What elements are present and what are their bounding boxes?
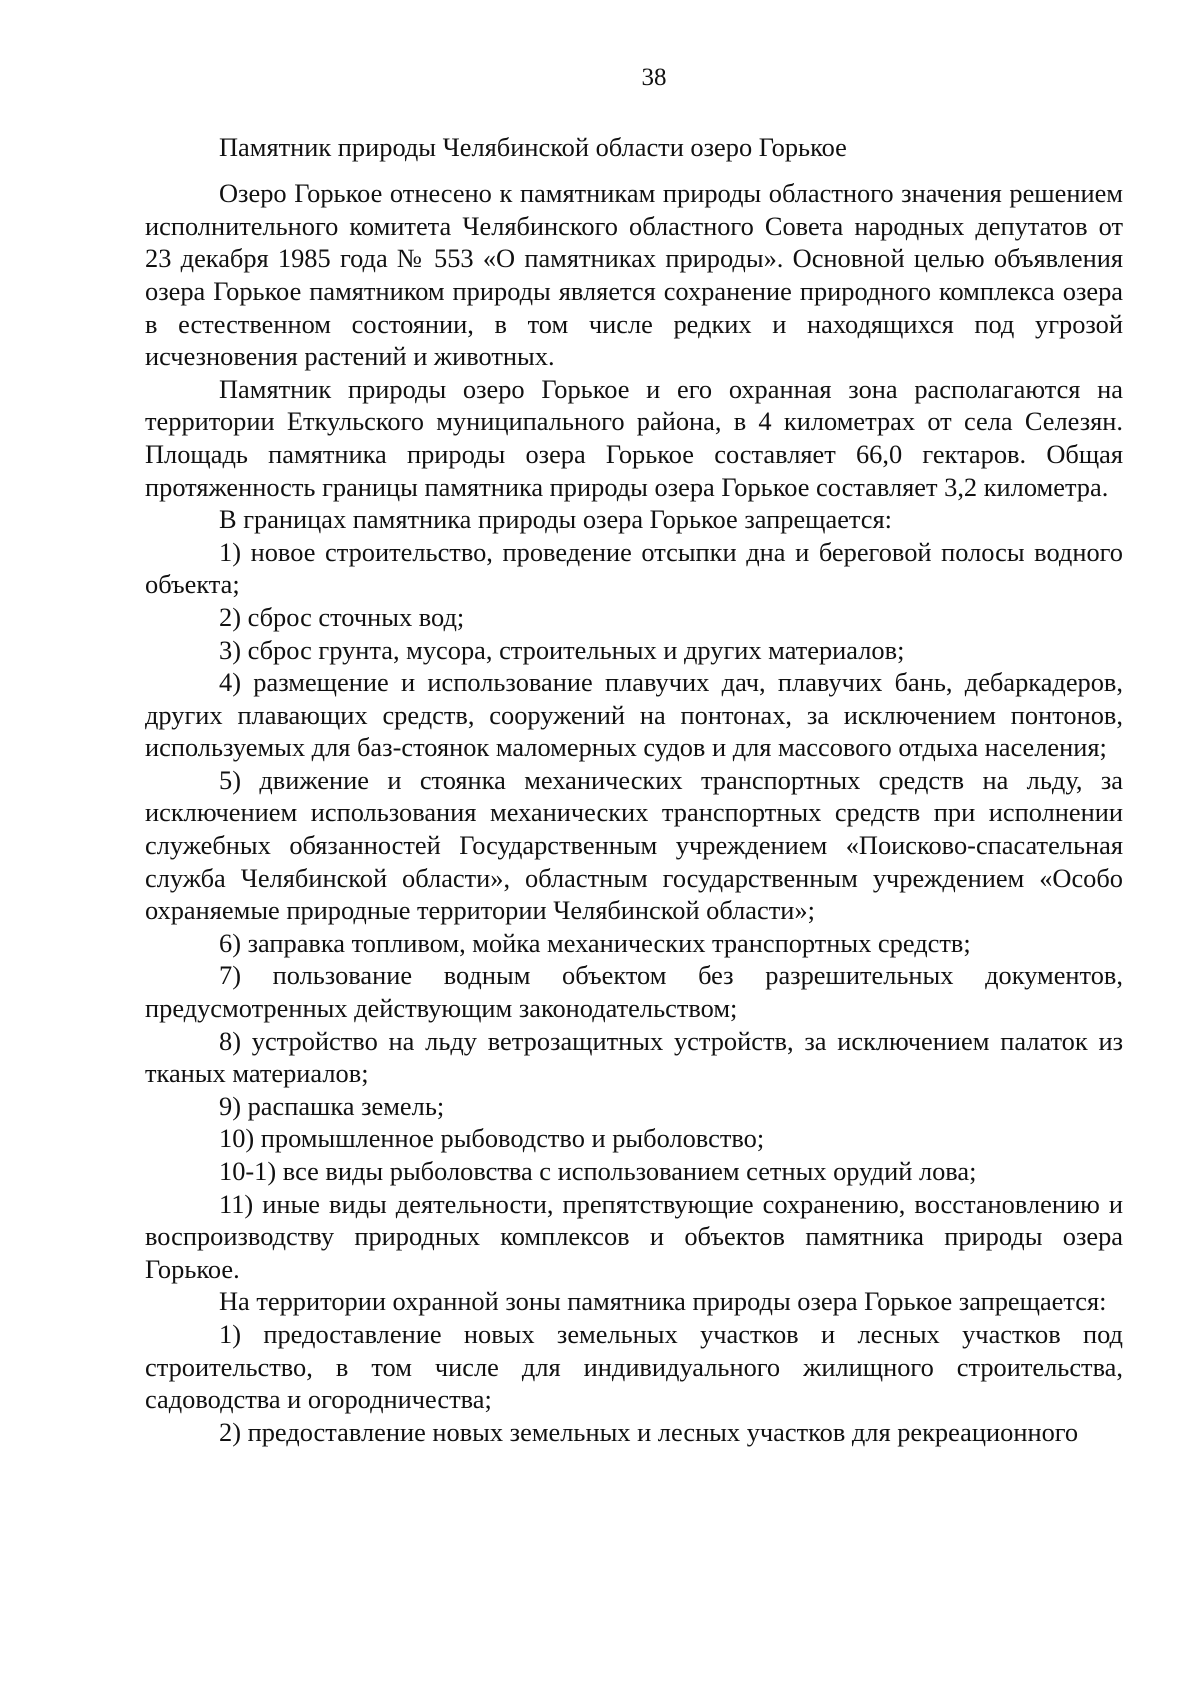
document-title: Памятник природы Челябинской области озеро Горькое xyxy=(219,131,847,162)
list-item: 4) размещение и использование плавучих дач, плавучих бань, дебаркадеров, других плавающих средств, сооружений на понтонах, за исключением понтонов, используемых для баз-стоянок маломерных судов и для массового отдыха населения; xyxy=(145,667,1123,763)
list-item: 11) иные виды деятельности, препятствующие сохранению, восстановлению и воспроизводству природных комплексов и объектов памятника природы озера Горькое. xyxy=(145,1188,1123,1284)
document-page xyxy=(145,62,1123,1448)
list-item: 10) промышленное рыбоводство и рыболовство; xyxy=(219,1123,765,1154)
list-item: 2) предоставление новых земельных и лесных участков для рекреационного xyxy=(219,1416,1079,1447)
list-item: 10-1) все виды рыболовства с использованием сетных орудий лова; xyxy=(219,1156,977,1186)
page-number: 38 xyxy=(641,64,667,91)
list-item: 1) новое строительство, проведение отсыпки дна и береговой полосы водного объекта; xyxy=(145,536,1123,600)
list-item: 1) предоставление новых земельных участков и лесных участков под строительство, в том числе для индивидуального жилищного строительства, садоводства и огородничества; xyxy=(145,1318,1123,1415)
paragraph-buffer-zone-intro: На территории охранной зоны памятника природы озера Горькое запрещается: xyxy=(219,1286,1107,1317)
paragraph-status: Озеро Горькое отнесено к памятникам природы областного значения решением исполнительного комитета Челябинского областного Совета народных депутатов от 23 декабря 1985 года № 553 «О памятниках природы». Основной целью объявления озера Горькое памятником природы является сохранение природного комплекса озера в естественном состоянии, в том числе редких и находящихся под угрозой исчезновения растений и животных. xyxy=(145,178,1123,372)
list-item: 2) сброс сточных вод; xyxy=(219,601,465,632)
paragraph-prohibitions-intro: В границах памятника природы озера Горькое запрещается: xyxy=(219,504,892,535)
list-item: 3) сброс грунта, мусора, строительных и других материалов; xyxy=(219,634,905,665)
paragraph-location: Памятник природы озеро Горькое и его охранная зона располагаются на территории Еткульского муниципального района, в 4 километрах от села Селезян. Площадь памятника природы озера Горькое составляет 66,0 гектаров. Общая протяженность границы памятника природы озера Горькое составляет 3,2 километра. xyxy=(145,373,1123,502)
list-item: 5) движение и стоянка механических транспортных средств на льду, за исключением использования механических транспортных средств при исполнении служебных обязанностей Государственным учреждением «Поисково-спасательная служба Челябинской области», областным государственным учреждением «Особо охраняемые природные территории Челябинской области»; xyxy=(145,764,1123,926)
list-item: 6) заправка топливом, мойка механических транспортных средств; xyxy=(219,927,971,958)
list-item: 8) устройство на льду ветрозащитных устройств, за исключением палаток из тканых материалов; xyxy=(145,1025,1123,1089)
list-item: 7) пользование водным объектом без разрешительных документов, предусмотренных действующим законодательством; xyxy=(145,960,1123,1024)
list-item: 9) распашка земель; xyxy=(219,1090,445,1121)
